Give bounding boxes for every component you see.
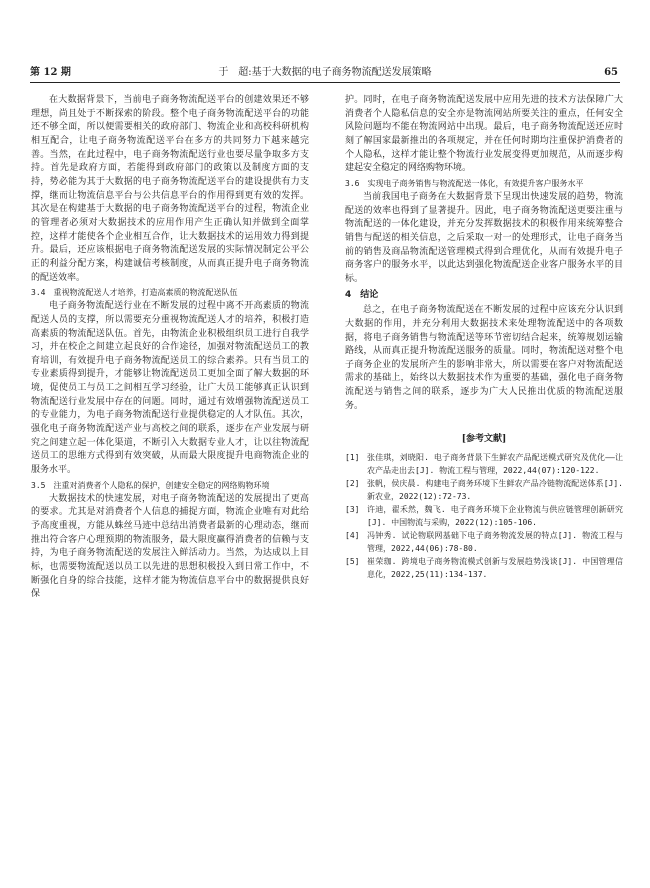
reference-item [345, 477, 623, 503]
reference-text: 崔荣珈. 跨境电子商务物流模式创新与发展趋势浅谈[J]. 中国管理信息化，2022,25(11):134-137. [367, 557, 623, 580]
reference-item [345, 503, 623, 529]
section-3-5-paragraph: 大数据技术的快速发展，对电子商务物流配送的发展提出了更高的要求。尤其是对消费者个人信息的捕捉方面，物流企业唯有对此给予高度重视，方能从蛛丝马迹中总结出消费者最新的心理动态，继而推出符合客户心理预期的物流服务，最大限度赢得消费者的信赖与支持，为电子商务物流配送的发展注入鲜活动力。当然，为达成以上目标，也需要物流配送以员工以先进的思想积极投入到日常工作中，不断强化自身的综合技能，这样才能为物流信息平台中的数据提供良好保 [31, 493, 309, 600]
running-title: 于 超:基于大数据的电子商务物流配送发展策略 [218, 67, 432, 78]
reference-number: [1] [345, 453, 360, 463]
reference-item [345, 555, 623, 581]
running-header [30, 66, 620, 83]
reference-item [345, 529, 623, 555]
reference-number: [5] [345, 557, 360, 567]
section-3-4-paragraph: 电子商务物流配送行业在不断发展的过程中离不开高素质的物流配送人员的支撑，所以需要充分重视物流配送人才的培养，积极打造高素质的物流配送队伍。首先，由物流企业积极组织员工进行自我学习，并在校企之间建立起良好的合作途径，加强对物流配送员工的教育培训，有效提升电子商务物流配送员工的综合素养。只有当员工的专业素质得到提升，才能够让物流配送员工更加全面了解大数据的环境，促使员工与员工之间相互学习经验，让广大员工能够真正认识到物流配送行业发展中存在的问题。同时，通过有效增强物流配送员工的专业能力，为电子商务物流配送行业提供稳定的人才队伍。其次，强化电子商务物流配送产业与高校之间的联系，逐步在产业发展与研究之间建立起一体化渠道，不断引入大数据专业人才，让以往物流配送员工的思维方式得到有效突破，从而最大限度提升电商物流企业的服务水平。 [31, 301, 309, 476]
section-3-5-heading: 3.5 注重对消费者个人隐私的保护，创建安全稳定的网络购物环境 [31, 480, 270, 490]
reference-number: [4] [345, 531, 360, 541]
reference-number: [3] [345, 505, 360, 515]
reference-text: 张帆，侯庆晨. 构建电子商务环境下生鲜农产品冷链物流配送体系[J]. 新农业，2022(12):72-73. [367, 479, 623, 502]
references-heading: [参考文献] [461, 434, 507, 445]
reference-number: [2] [345, 479, 360, 489]
reference-text: 张佳琪，刘晓阳. 电子商务背景下生鲜农产品配送模式研究及优化——让农产品走出去[J]. 物流工程与管理，2022,44(07):120-122. [367, 453, 623, 476]
section-3-6-paragraph: 当前我国电子商务在大数据背景下呈现出快速发展的趋势，物流配送的效率也得到了显著提升。因此，电子商务物流配送更要注重与物流配送的一体化建设，并充分发挥数据技术的积极作用来统筹整合销售与配送的相关信息，之后采取一对一的处理形式，让电子商务当前的销售及商品物流配送管理模式得到合理优化，从而有效提升电子商务客户的服务水平，以此达到强化物流配送企业客户服务水平的目标。 [345, 191, 623, 284]
reference-text: 许迪，翟禾然，魏飞. 电子商务环境下企业物流与供应链管理创新研究[J]. 中国物流与采购，2022(12):105-106. [367, 505, 623, 528]
left-column [31, 94, 309, 602]
right-column [345, 94, 623, 581]
page-number: 65 [604, 67, 618, 78]
reference-item [345, 451, 623, 477]
reference-text: 冯钟秀. 试论物联网基础下电子商务物流发展的特点[J]. 物流工程与管理，2022,44(06):78-80. [367, 531, 623, 554]
section-3-4-heading: 3.4 重视物流配送人才培养，打造高素质的物流配送队伍 [31, 288, 238, 298]
conclusion-paragraph: 总之，在电子商务物流配送在不断发展的过程中应该充分认识到大数据的作用，并充分利用大数据技术来处理物流配送中的各项数据，将电子商务销售与物流配送等环节密切结合起来，统筹规划运输路线，从而真正提升物流配送服务的质量。同时，物流配送对整个电子商务企业的发展所产生的影响非常大，所以需要在客户对物流配送需求的基础上，始终以大数据技术作为重要的基础，强化电子商务物流配送与销售之间的联系，逐步为广大人民推出优质的物流配送服务。 [345, 305, 623, 411]
section-4-heading: 4 结论 [345, 289, 379, 300]
section-3-6-heading: 3.6 实现电子商务销售与物流配送一体化，有效提升客户服务水平 [345, 178, 584, 188]
continued-paragraph: 护。同时，在电子商务物流配送发展中应用先进的技术方法保障广大消费者个人隐私信息的安全亦是物流网站所要关注的重点，任何安全风险问题均不能在物流网站中出现。最后，电子商务物流配送还应时刻了解国家最新推出的各项规定，并在任何时期均注重保护消费者的个人隐私，这样才能让整个物流行业发展变得更加规范，从而逐步构建起安全稳定的网络购物环境。 [345, 95, 623, 174]
reference-list [345, 451, 623, 581]
intro-paragraph: 在大数据背景下，当前电子商务物流配送平台的创建效果还不够理想，尚且处于不断探索的阶段。整个电子商务物流配送平台的功能还不够全面，所以便需要相关的政府部门、物流企业和高校科研机构相互配合，让电子商务物流配送平台在多方的共同努力下越来越完善。当然，在此过程中，电子商务物流配送行业也要尽量争取多方支持。首先是政府方面，若能得到政府部门的政策以及制度方面的支持，势必能为其于大数据的电子商务物流配送平台的建设提供有力支撑，继而让物流信息平台与公共信息平台的作用得到更有效的发挥。其次是在构建基于大数据的电子商务物流配送平台的过程，物流企业的管理者必须对大数据技术的应用作用产生正确认知并做到全面掌控，这样才能使各个企业相互合作，让大数据技术的运用效力得到提升。最后，还应该根据电子商务物流配送发展的实际情况制定公平公正的利益分配方案，构建诚信考核制度，从而真正提升电子商务物流的配送效率。 [31, 95, 309, 283]
issue-number: 第 12 期 [30, 67, 71, 78]
